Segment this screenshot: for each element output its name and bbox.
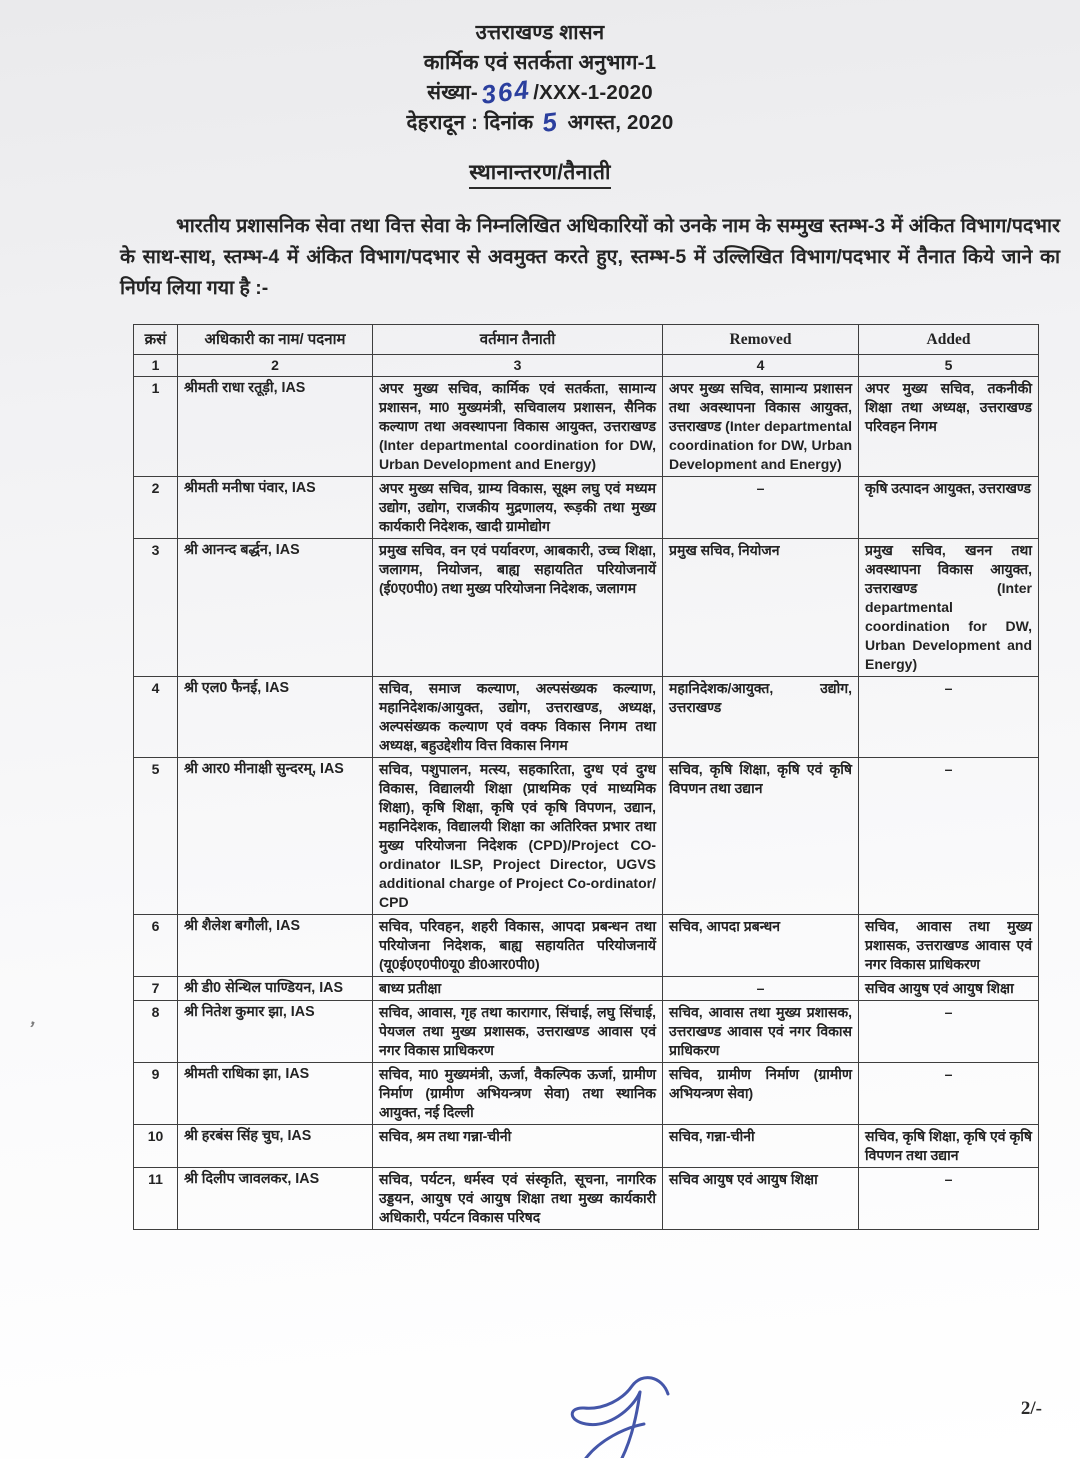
- serial-cell: 11: [134, 1168, 178, 1230]
- current-posting-cell: सचिव, श्रम तथा गन्ना-चीनी: [373, 1125, 663, 1168]
- page-number: 2/-: [1020, 1398, 1042, 1419]
- added-cell: –: [859, 1168, 1039, 1230]
- added-cell: –: [859, 1063, 1039, 1125]
- letterhead: [0, 0, 1080, 138]
- table-row: [134, 1168, 1039, 1230]
- removed-cell: अपर मुख्य सचिव, सामान्य प्रशासन तथा अवस्थापना विकास आयुक्त, उत्तराखण्ड (Inter departmental coordination for DW, Urban Development and Energy): [663, 377, 859, 477]
- added-cell: –: [859, 758, 1039, 915]
- removed-cell: सचिव, आपदा प्रबन्धन: [663, 915, 859, 977]
- current-posting-cell: अपर मुख्य सचिव, ग्राम्य विकास, सूक्ष्म लघु एवं मध्यम उद्योग, उद्योग, राजकीय मुद्रणालय, रूड़की तथा मुख्य कार्यकारी निदेशक, खादी ग्रामोद्योग: [373, 477, 663, 539]
- subject-title: स्थानान्तरण/तैनाती: [469, 158, 611, 189]
- serial-cell: 5: [134, 758, 178, 915]
- table-row: [134, 377, 1039, 477]
- department-line: कार्मिक एवं सतर्कता अनुभाग-1: [423, 51, 657, 74]
- table-row: [134, 915, 1039, 977]
- reference-number-prefix: संख्या-: [427, 81, 478, 104]
- serial-cell: 7: [134, 977, 178, 1001]
- serial-cell: 1: [134, 377, 178, 477]
- reference-number-line: [0, 74, 1080, 110]
- col-number: 3: [373, 355, 663, 377]
- handwritten-date: 5: [540, 106, 561, 138]
- current-posting-cell: सचिव, मा0 मुख्यमंत्री, ऊर्जा, वैकल्पिक ऊर्जा, ग्रामीण निर्माण (ग्रामीण अभियन्त्रण सेवा) तथा स्थानिक आयुक्त, नई दिल्ली: [373, 1063, 663, 1125]
- current-posting-cell: सचिव, परिवहन, शहरी विकास, आपदा प्रबन्धन तथा परियोजना निदेशक, बाह्य सहायतित परियोजनायें (यू0ई0ए0पी0यू0 डी0आर0पी0): [373, 915, 663, 977]
- officer-name-cell: श्रीमती राधा रतूड़ी, IAS: [178, 377, 373, 477]
- current-posting-cell: प्रमुख सचिव, वन एवं पर्यावरण, आबकारी, उच्च शिक्षा, जलागम, नियोजन, बाह्य सहायतित परियोजनायें (ई0ए0पी0) तथा मुख्य परियोजना निदेशक, जलागम: [373, 539, 663, 677]
- removed-cell: सचिव, ग्रामीण निर्माण (ग्रामीण अभियन्त्रण सेवा): [663, 1063, 859, 1125]
- removed-cell: सचिव, आवास तथा मुख्य प्रशासक, उत्तराखण्ड आवास एवं नगर विकास प्राधिकरण: [663, 1001, 859, 1063]
- officer-name-cell: श्री आनन्द बर्द्धन, IAS: [178, 539, 373, 677]
- date-prefix: देहरादून : दिनांक: [406, 111, 534, 134]
- serial-cell: 8: [134, 1001, 178, 1063]
- removed-cell: –: [663, 977, 859, 1001]
- serial-cell: 10: [134, 1125, 178, 1168]
- col-number: 2: [178, 355, 373, 377]
- officer-name-cell: श्री दिलीप जावलकर, IAS: [178, 1168, 373, 1230]
- added-cell: अपर मुख्य सचिव, तकनीकी शिक्षा तथा अध्यक्ष, उत्तराखण्ड परिवहन निगम: [859, 377, 1039, 477]
- table-row: [134, 1063, 1039, 1125]
- current-posting-cell: बाध्य प्रतीक्षा: [373, 977, 663, 1001]
- removed-cell: सचिव आयुष एवं आयुष शिक्षा: [663, 1168, 859, 1230]
- transfer-table-wrap: [133, 324, 1038, 1230]
- org-name: उत्तराखण्ड शासन: [475, 21, 605, 44]
- table-header-row: [134, 325, 1039, 355]
- serial-cell: 9: [134, 1063, 178, 1125]
- table-row: [134, 677, 1039, 758]
- header-current-posting: वर्तमान तैनाती: [373, 325, 663, 355]
- date-line: [0, 108, 1080, 138]
- removed-cell: प्रमुख सचिव, नियोजन: [663, 539, 859, 677]
- header-serial: क्रसं: [134, 325, 178, 355]
- added-cell: सचिव, आवास तथा मुख्य प्रशासक, उत्तराखण्ड आवास एवं नगर विकास प्राधिकरण: [859, 915, 1039, 977]
- officer-name-cell: श्री डी0 सेन्थिल पाण्डियन, IAS: [178, 977, 373, 1001]
- current-posting-cell: सचिव, पर्यटन, धर्मस्व एवं संस्कृति, सूचना, नागरिक उड्डयन, आयुष एवं आयुष शिक्षा तथा मुख्य कार्यकारी अधिकारी, पर्यटन विकास परिषद: [373, 1168, 663, 1230]
- col-number: 4: [663, 355, 859, 377]
- officer-name-cell: श्री एल0 फैनई, IAS: [178, 677, 373, 758]
- added-cell: –: [859, 1001, 1039, 1063]
- stray-scan-mark: ’: [24, 1017, 37, 1041]
- serial-cell: 3: [134, 539, 178, 677]
- header-added: Added: [859, 325, 1039, 355]
- added-cell: प्रमुख सचिव, खनन तथा अवस्थापना विकास आयुक्त, उत्तराखण्ड (Inter departmental coordination for DW, Urban Development and Energy): [859, 539, 1039, 677]
- serial-cell: 6: [134, 915, 178, 977]
- column-number-row: [134, 355, 1039, 377]
- table-row: [134, 477, 1039, 539]
- table-row: [134, 1001, 1039, 1063]
- removed-cell: महानिदेशक/आयुक्त, उद्योग, उत्तराखण्ड: [663, 677, 859, 758]
- officer-name-cell: श्रीमती मनीषा पंवार, IAS: [178, 477, 373, 539]
- current-posting-cell: सचिव, समाज कल्याण, अल्पसंख्यक कल्याण, महानिदेशक/आयुक्त, उद्योग, उत्तराखण्ड, अध्यक्ष, अल्पसंख्यक कल्याण एवं वक्फ विकास निगम तथा अध्यक्ष, बहुउद्देशीय वित्त विकास निगम: [373, 677, 663, 758]
- subject-wrap: [0, 158, 1080, 189]
- table-row: [134, 1125, 1039, 1168]
- transfer-table: [133, 324, 1039, 1230]
- handwritten-reference-number: 364: [479, 74, 533, 110]
- serial-cell: 2: [134, 477, 178, 539]
- current-posting-cell: अपर मुख्य सचिव, कार्मिक एवं सतर्कता, सामान्य प्रशासन, मा0 मुख्यमंत्री, सचिवालय प्रशासन, सैनिक कल्याण तथा अवस्थापना विकास आयुक्त, उत्तराखण्ड (Inter departmental coordination for DW, Urban Development and Energy): [373, 377, 663, 477]
- table-row: [134, 539, 1039, 677]
- officer-name-cell: श्री हरबंस सिंह चुघ, IAS: [178, 1125, 373, 1168]
- officer-name-cell: श्रीमती राधिका झा, IAS: [178, 1063, 373, 1125]
- added-cell: कृषि उत्पादन आयुक्त, उत्तराखण्ड: [859, 477, 1039, 539]
- added-cell: सचिव आयुष एवं आयुष शिक्षा: [859, 977, 1039, 1001]
- header-officer-name: अधिकारी का नाम/ पदनाम: [178, 325, 373, 355]
- removed-cell: सचिव, कृषि शिक्षा, कृषि एवं कृषि विपणन तथा उद्यान: [663, 758, 859, 915]
- table-row: [134, 758, 1039, 915]
- removed-cell: –: [663, 477, 859, 539]
- intro-paragraph: भारतीय प्रशासनिक सेवा तथा वित्त सेवा के निम्नलिखित अधिकारियों को उनके नाम के सम्मुख स्तम्भ-3 में अंकित विभाग/पदभार के साथ-साथ, स्तम्भ-4 में अंकित विभाग/पदभार से अवमुक्त करते हुए, स्तम्भ-5 में उल्लिखित विभाग/पदभार में तैनात किये जाने का निर्णय लिया गया है :-: [120, 215, 1060, 299]
- added-cell: सचिव, कृषि शिक्षा, कृषि एवं कृषि विपणन तथा उद्यान: [859, 1125, 1039, 1168]
- header-removed: Removed: [663, 325, 859, 355]
- current-posting-cell: सचिव, आवास, गृह तथा कारागार, सिंचाई, लघु सिंचाई, पेयजल तथा मुख्य प्रशासक, उत्तराखण्ड आवास एवं नगर विकास प्राधिकरण: [373, 1001, 663, 1063]
- added-cell: –: [859, 677, 1039, 758]
- serial-cell: 4: [134, 677, 178, 758]
- table-row: [134, 977, 1039, 1001]
- reference-number-suffix: /XXX-1-2020: [533, 81, 653, 104]
- col-number: 5: [859, 355, 1039, 377]
- officer-name-cell: श्री नितेश कुमार झा, IAS: [178, 1001, 373, 1063]
- signature-mark: [546, 1366, 716, 1458]
- current-posting-cell: सचिव, पशुपालन, मत्स्य, सहकारिता, दुग्ध एवं दुग्ध विकास, विद्यालयी शिक्षा (प्राथमिक एवं माध्यमिक शिक्षा), कृषि शिक्षा, कृषि एवं कृषि विपणन, उद्यान, महानिदेशक, विद्यालयी शिक्षा का अतिरिक्त प्रभार तथा मुख्य परियोजना निदेशक (CPD)/Project CO-ordinator ILSP, Project Director, UGVS additional charge of Project Co-ordinator/ CPD: [373, 758, 663, 915]
- officer-name-cell: श्री शैलेश बगौली, IAS: [178, 915, 373, 977]
- removed-cell: सचिव, गन्ना-चीनी: [663, 1125, 859, 1168]
- date-suffix: अगस्त, 2020: [567, 111, 674, 134]
- officer-name-cell: श्री आर0 मीनाक्षी सुन्दरम्, IAS: [178, 758, 373, 915]
- col-number: 1: [134, 355, 178, 377]
